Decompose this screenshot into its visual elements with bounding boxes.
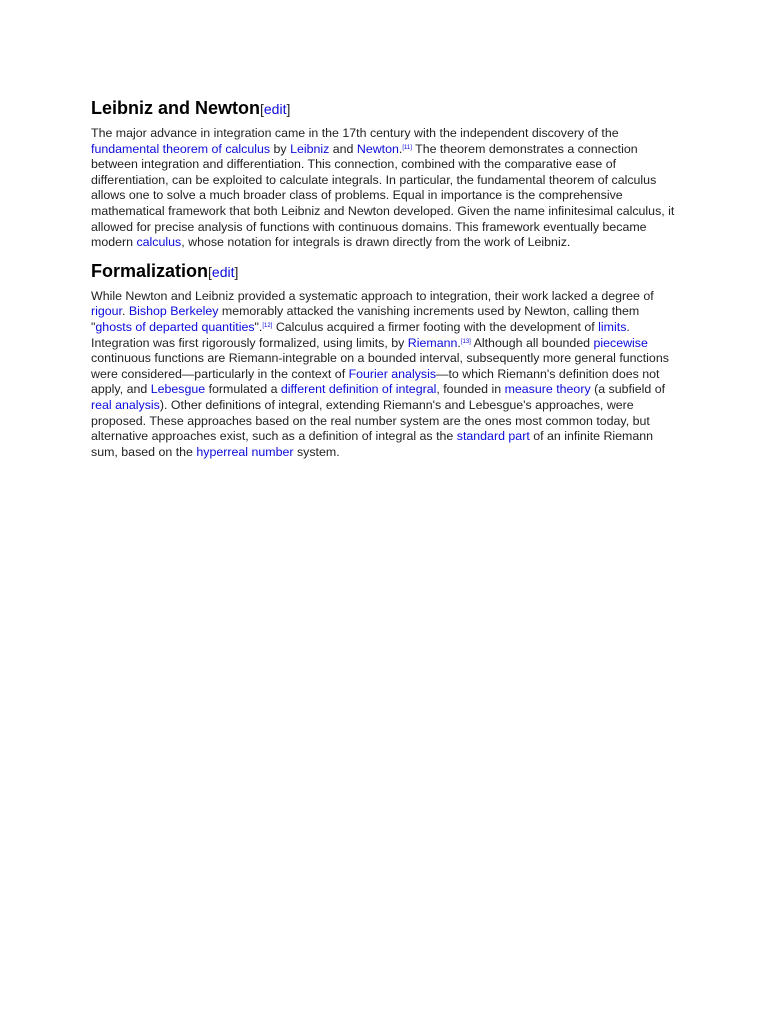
paragraph-text: The theorem demonstrates a connection between integration and differentiation. This connection, combined with the comparative ease of differentiation, can be exploited to calculate integrals. In particular, the fundamental theorem of calculus allows one to solve a much broader class of problems. Equal in importance is the comprehensive mathematical framework that both Leibniz and Newton developed. Given the name infinitesimal calculus, it allowed for precise analysis of functions with continuous domains. This framework eventually became modern <box>91 141 675 250</box>
article-content <box>91 96 681 460</box>
section-title: Leibniz and Newton <box>91 98 260 118</box>
link-rigour[interactable]: rigour <box>91 304 122 319</box>
paragraph-text: ". <box>254 319 263 334</box>
paragraph-text: . <box>122 304 129 319</box>
paragraph-text: . <box>457 335 461 350</box>
reference-link-11[interactable]: [11] <box>402 144 412 151</box>
link-different-definition-of-integral[interactable]: different definition of integral <box>280 382 437 397</box>
section-title: Formalization <box>91 260 209 281</box>
link-fundamental-theorem-of-calculus[interactable]: fundamental theorem of calculus <box>91 141 271 156</box>
paragraph-text: The major advance in integration came in the 17th century with the independent discovery of the <box>91 126 619 140</box>
link-bishop-berkeley[interactable]: Bishop Berkeley <box>128 304 219 319</box>
paragraph-text: —to which Riemann's definition does not apply, and <box>91 366 660 397</box>
link-ghosts-of-departed-quantities[interactable]: ghosts of departed quantities <box>95 319 255 334</box>
paragraph-text: , founded in <box>436 382 505 397</box>
edit-section-link[interactable]: edit <box>263 101 287 117</box>
link-limits[interactable]: limits <box>598 319 627 334</box>
paragraph-text: . <box>398 141 403 156</box>
link-standard-part[interactable]: standard part <box>456 429 530 444</box>
paragraph-text: , whose notation for integrals is drawn directly from the work of Leibniz. <box>181 235 571 250</box>
reference-link-13[interactable]: [13] <box>460 338 471 345</box>
paragraph-text: (a subfield of <box>590 382 666 397</box>
paragraph-text: formulated a <box>205 382 281 397</box>
section-paragraph-formalization <box>91 289 681 461</box>
paragraph-text: While Newton and Leibniz provided a systematic approach to integration, their work lacked a degree of <box>91 288 654 303</box>
paragraph-text: continuous functions are Riemann-integrable on a bounded interval, subsequently more general functions were considered—particularly in the context of <box>91 351 669 381</box>
section-paragraph-leibniz-and-newton <box>91 126 681 251</box>
paragraph-text: Although all bounded <box>470 335 594 350</box>
paragraph-text: Calculus acquired a firmer footing with the development of <box>272 319 599 334</box>
reference-link-12[interactable]: [12] <box>262 322 273 329</box>
paragraph-text: of an infinite Riemann sum, based on the <box>91 429 654 459</box>
paragraph-text: by <box>270 141 291 156</box>
link-real-analysis[interactable]: real analysis <box>91 397 160 412</box>
link-fourier-analysis[interactable]: Fourier analysis <box>348 366 437 381</box>
edit-section-wrapper: [edit] <box>260 101 291 117</box>
link-piecewise[interactable]: piecewise <box>593 335 648 350</box>
section-heading-formalization <box>91 259 681 284</box>
link-hyperreal-number[interactable]: hyperreal number <box>196 444 294 459</box>
paragraph-text: . Integration was first rigorously formalized, using limits, by <box>91 319 630 350</box>
link-lebesgue[interactable]: Lebesgue <box>150 382 206 397</box>
link-newton[interactable]: Newton <box>356 141 399 156</box>
paragraph-text: memorably attacked the vanishing increments used by Newton, calling them " <box>91 304 640 334</box>
paragraph-text: and <box>329 141 357 156</box>
section-heading-leibniz-and-newton <box>91 96 681 121</box>
edit-section-link[interactable]: edit <box>211 263 235 280</box>
link-leibniz[interactable]: Leibniz <box>290 141 330 156</box>
edit-section-wrapper: [edit] <box>208 263 239 280</box>
link-calculus[interactable]: calculus <box>136 235 182 250</box>
link-measure-theory[interactable]: measure theory <box>504 382 591 397</box>
paragraph-text: system. <box>293 444 340 459</box>
paragraph-text: ). Other definitions of integral, extending Riemann's and Lebesgue's approaches, were proposed. These approaches based on the real number system are the ones most common today, but alternative approaches exist, such as a definition of integral as the <box>91 397 650 444</box>
link-riemann[interactable]: Riemann <box>407 335 458 350</box>
